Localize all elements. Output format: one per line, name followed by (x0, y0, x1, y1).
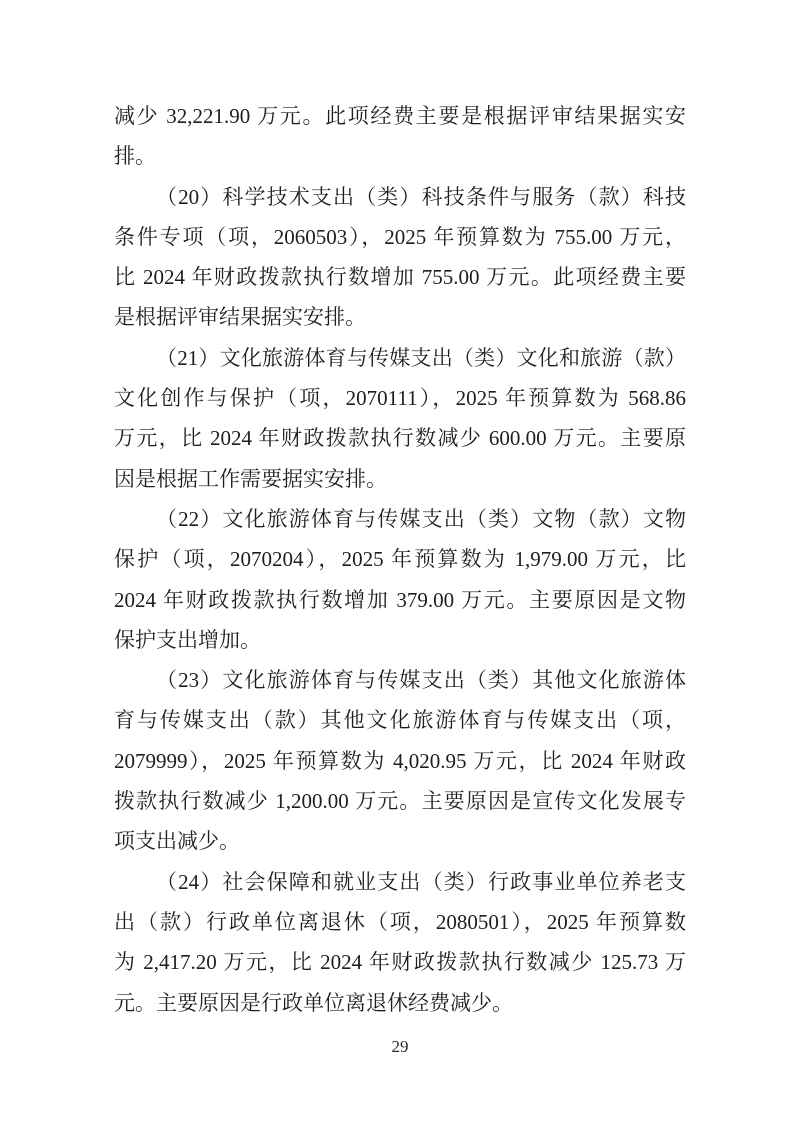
text-line: 保护（项，2070204），2025 年预算数为 1,979.00 万元，比 (114, 547, 686, 572)
paragraph (114, 177, 686, 338)
text-line: 出（款）行政单位离退休（项，2080501），2025 年预算数 (114, 909, 686, 934)
text-line: （21）文化旅游体育与传媒支出（类）文化和旅游（款） (156, 345, 686, 370)
paragraph (114, 660, 686, 861)
text-line: 项支出减少。 (114, 829, 240, 854)
text-line: （22）文化旅游体育与传媒支出（类）文物（款）文物 (156, 506, 686, 531)
text-line: 元。主要原因是行政单位离退休经费减少。 (114, 990, 513, 1015)
text-line: 排。 (114, 144, 156, 169)
text-line: 是根据评审结果据实安排。 (114, 305, 366, 330)
text-line: 育与传媒支出（款）其他文化旅游体育与传媒支出（项， (114, 708, 686, 733)
text-line: 2024 年财政拨款执行数增加 379.00 万元。主要原因是文物 (114, 587, 686, 612)
text-line: （24）社会保障和就业支出（类）行政事业单位养老支 (156, 869, 686, 894)
text-line: 2079999），2025 年预算数为 4,020.95 万元，比 2024 年财政 (114, 748, 686, 773)
text-line: 为 2,417.20 万元，比 2024 年财政拨款执行数减少 125.73 万 (114, 950, 686, 975)
text-line: （20）科学技术支出（类）科技条件与服务（款）科技 (156, 184, 686, 209)
text-line: （23）文化旅游体育与传媒支出（类）其他文化旅游体 (156, 668, 686, 693)
text-line: 拨款执行数减少 1,200.00 万元。主要原因是宣传文化发展专 (114, 789, 686, 814)
paragraph (114, 499, 686, 660)
text-line: 万元，比 2024 年财政拨款执行数减少 600.00 万元。主要原 (114, 426, 686, 451)
text-line: 保护支出增加。 (114, 627, 261, 652)
text-line: 条件专项（项，2060503），2025 年预算数为 755.00 万元， (114, 224, 686, 249)
document-body (114, 96, 686, 1023)
text-line: 比 2024 年财政拨款执行数增加 755.00 万元。此项经费主要 (114, 265, 686, 290)
text-line: 因是根据工作需要据实安排。 (114, 466, 387, 491)
paragraph (114, 338, 686, 499)
paragraph (114, 96, 686, 177)
page-number: 29 (391, 1037, 409, 1056)
paragraph (114, 862, 686, 1023)
text-line: 文化创作与保护（项，2070111），2025 年预算数为 568.86 (114, 386, 686, 411)
text-line: 减少 32,221.90 万元。此项经费主要是根据评审结果据实安 (114, 104, 686, 128)
